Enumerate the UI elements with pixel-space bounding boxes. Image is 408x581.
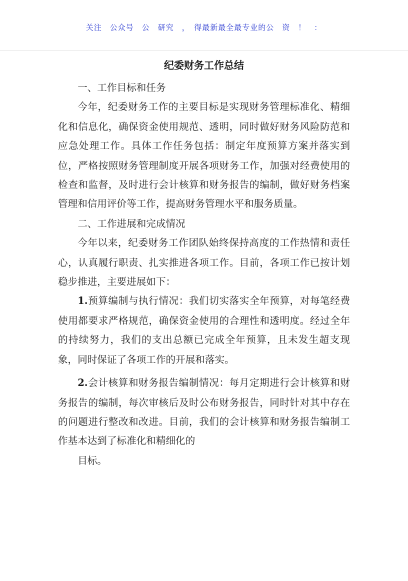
document-title: 纪委财务工作总结 xyxy=(164,61,244,72)
document-body xyxy=(58,79,350,471)
document-page xyxy=(0,50,408,581)
paragraph-tail: 目标。 xyxy=(77,455,107,467)
list-item-2-text: 会计核算和财务报告编制情况：每月定期进行会计核算和财务报告的编制，每次审核后及时公布财务报告，同时针对其中存在的问题进行整改和改进。目前，我们的会计核算和财务报告编制工作基本达到了标准化和精细化的 xyxy=(58,378,350,448)
paragraph-1: 今年，纪委财务工作的主要目标是实现财务管理标准化、精细化和信息化，确保资金使用规范、透明，同时做好财务风险防范和应急处理工作。具体工作任务包括：制定年度预算方案并落实到位，严格按照财务管理制度开展各项财务工作，加强对经费使用的检查和监督，及时进行会计核算和财务报告的编制，做好财务档案管理和信用评价等工作，提高财务管理水平和服务质量。 xyxy=(58,102,350,211)
paragraph-2: 今年以来，纪委财务工作团队始终保持高度的工作热情和责任心，认真履行职责、扎实推进各项工作。目前，各项工作已按计划稳步推进，主要进展如下： xyxy=(58,238,350,289)
list-item-2-number: 2. xyxy=(77,378,88,390)
promo-banner[interactable]: 关注 公众号 公 研究 ， 得最新最全最专业的公 资 ！ ： xyxy=(85,23,323,32)
section-heading-1: 一、工作目标和任务 xyxy=(77,83,166,94)
list-item-2 xyxy=(58,374,350,452)
section-heading-2: 二、工作进展和完成情况 xyxy=(77,218,186,230)
list-item-1-text: 预算编制与执行情况：我们切实落实全年预算，对每笔经费使用都要求严格规范，确保资金使用的合理性和透明度。经过全年的持续努力，我们的支出总额已完成全年预算，且未发生超支现象，同时保证了各项工作的开展和落实。 xyxy=(58,296,350,366)
list-item-1-number: 1. xyxy=(77,296,88,308)
list-item-1 xyxy=(58,292,350,370)
